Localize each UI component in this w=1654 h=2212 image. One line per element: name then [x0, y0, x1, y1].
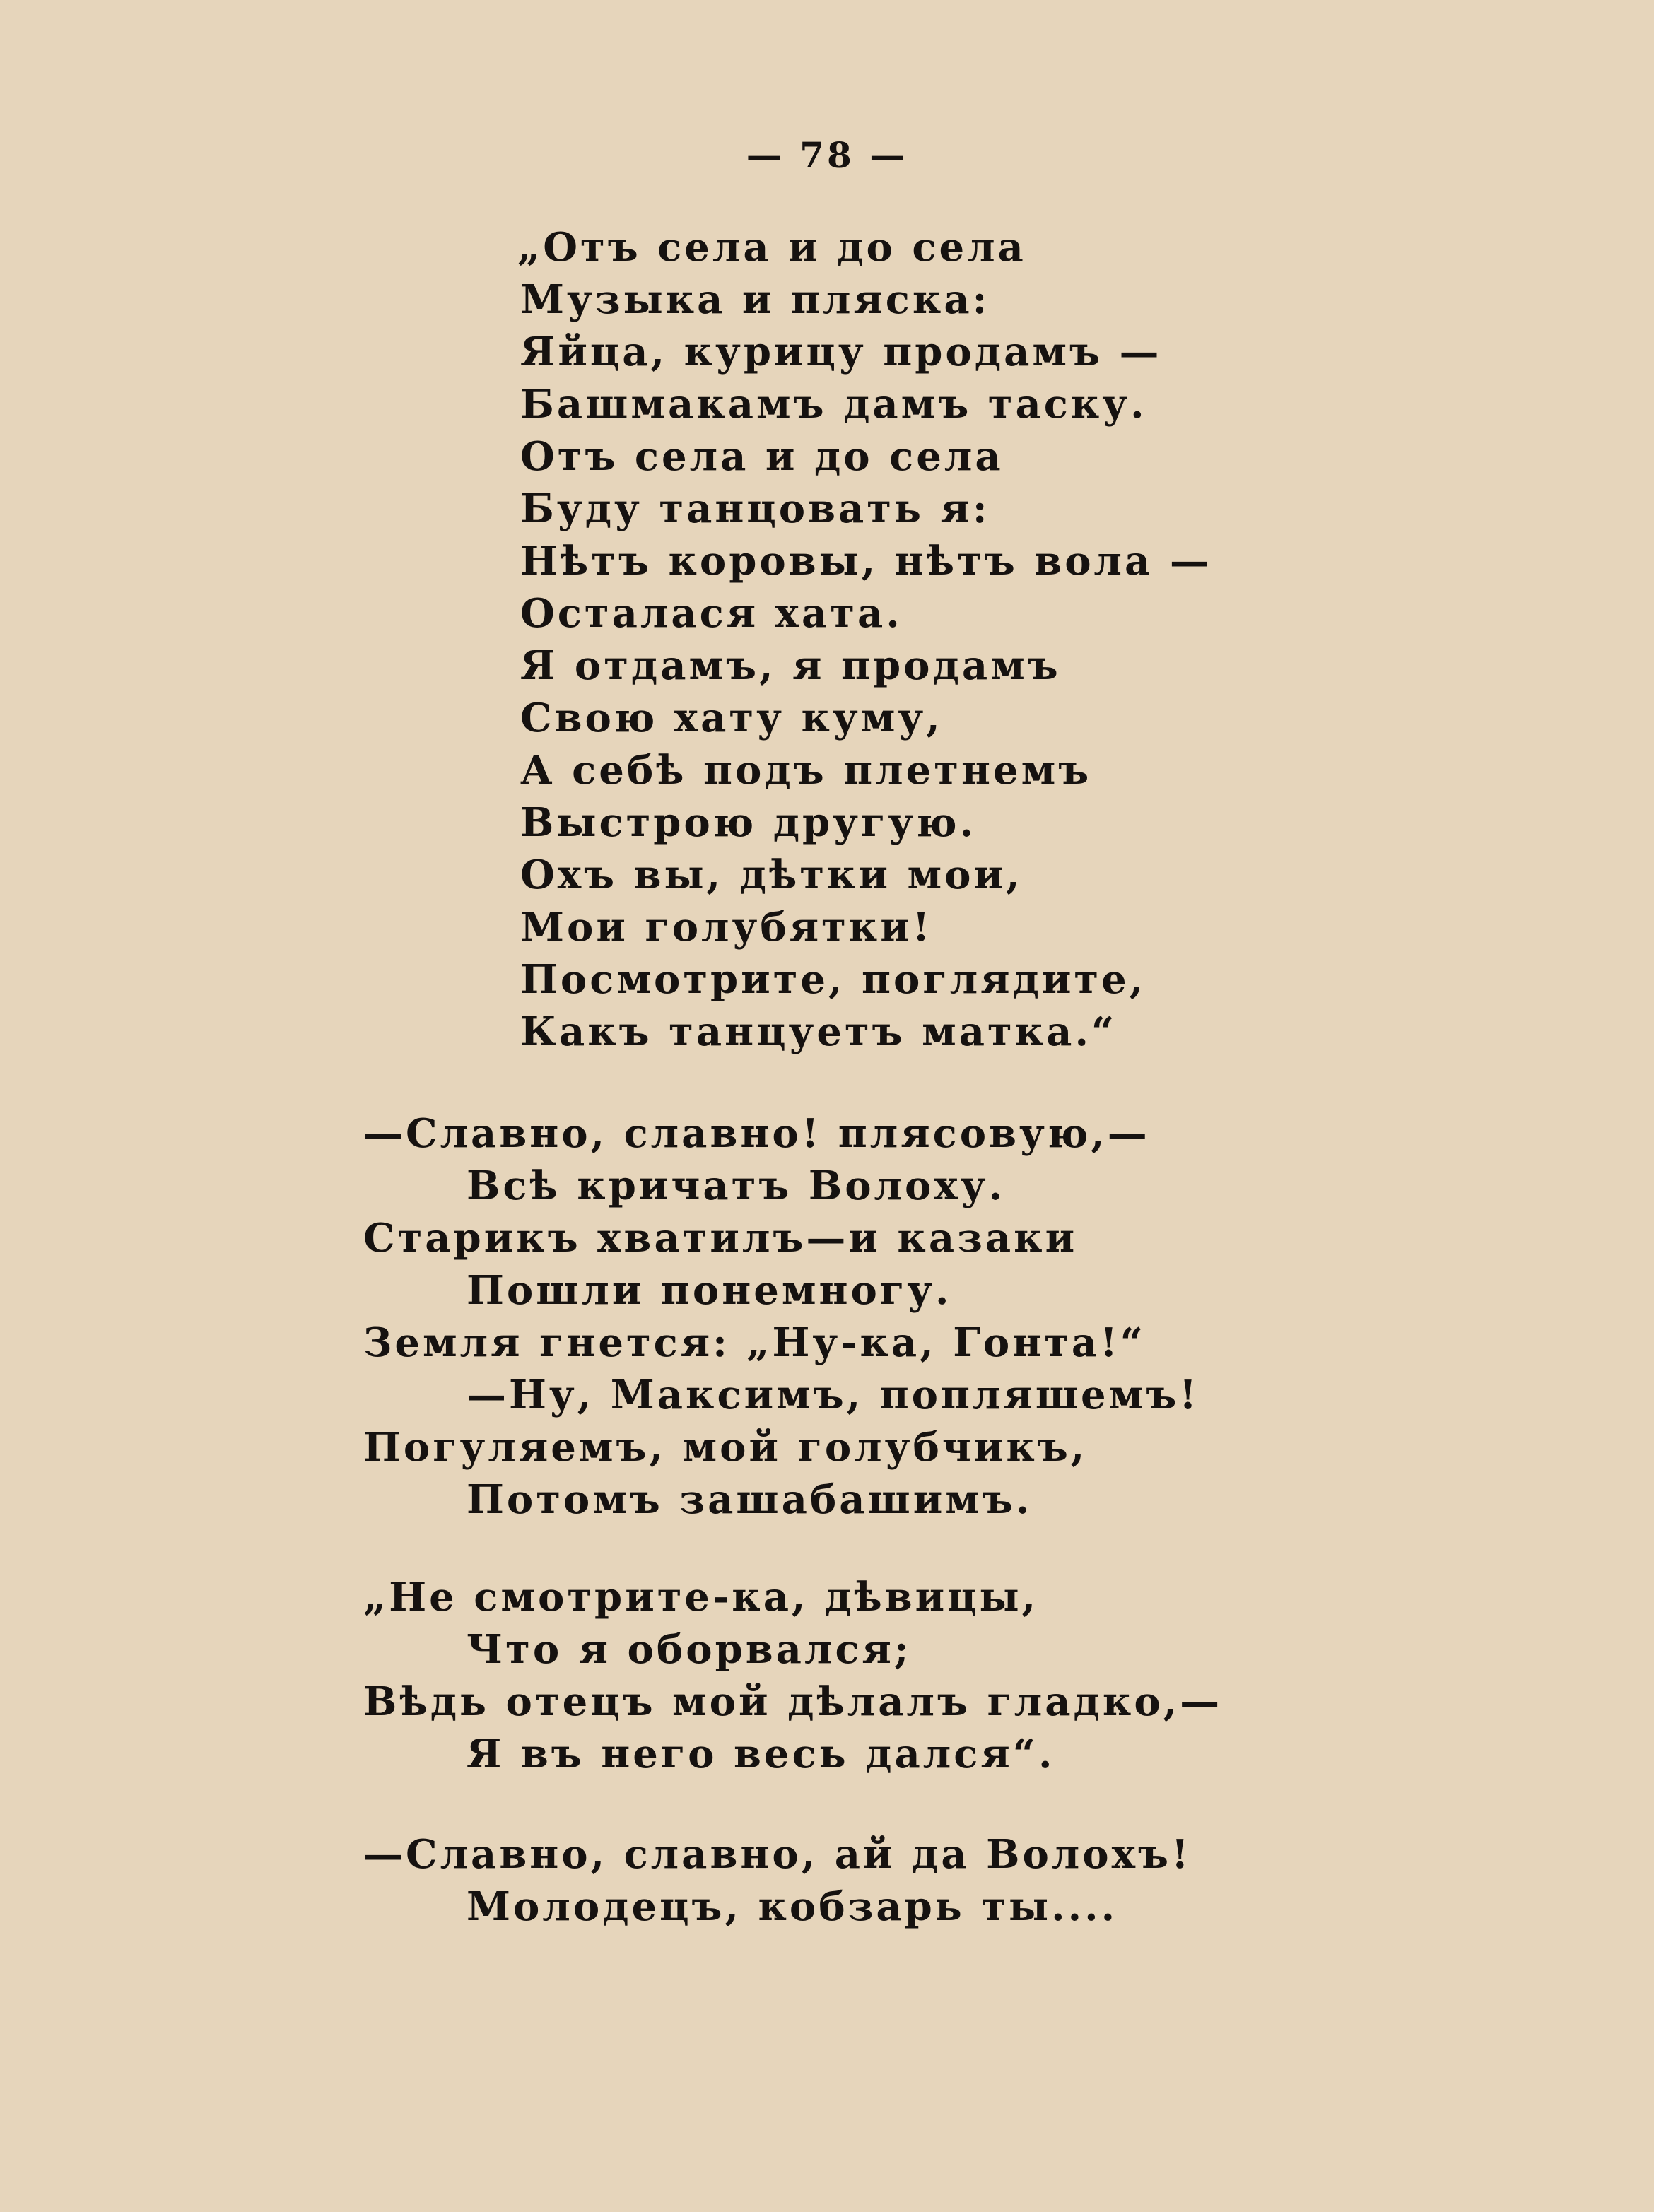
page-number: — 78 — [746, 134, 908, 176]
poem-line: Какъ танцуетъ матка.“ [520, 1008, 1118, 1055]
poem-line: Всѣ кричатъ Волоху. [467, 1163, 1006, 1209]
poem-line: —Славно, славно, ай да Волохъ! [363, 1831, 1192, 1878]
poem-line: Пошли понемногу. [467, 1267, 952, 1314]
poem-line: Молодецъ, кобзарь ты.... [467, 1883, 1118, 1930]
poem-line: Яйца, курицу продамъ — [520, 329, 1162, 375]
poem-line: Земля гнется: „Ну-ка, Гонта!“ [363, 1319, 1146, 1366]
poem-line: Выстрою другую. [520, 799, 977, 846]
poem-line: Вѣдь отецъ мой дѣлалъ гладко,— [363, 1678, 1223, 1725]
poem-line: Осталася хата. [520, 590, 903, 637]
poem-line: Потомъ зашабашимъ. [467, 1476, 1033, 1523]
poem-line: Посмотрите, поглядите, [520, 956, 1146, 1003]
poem-line: Старикъ хватилъ—и казаки [363, 1215, 1078, 1261]
poem-line: —Ну, Максимъ, попляшемъ! [467, 1372, 1200, 1418]
poem-line: А себѣ подъ плетнемъ [520, 747, 1092, 794]
poem-line: „Не смотрите-ка, дѣвицы, [363, 1574, 1039, 1620]
poem-line: Отъ села и до села [520, 433, 1004, 480]
poem-line: Я въ него весь дался“. [467, 1731, 1055, 1777]
poem-line: Нѣтъ коровы, нѣтъ вола — [520, 538, 1212, 584]
poem-line: Мои голубятки! [520, 904, 933, 951]
poem-line: Что я оборвался; [467, 1626, 912, 1673]
poem-line: Свою хату куму, [520, 695, 943, 741]
poem-line: Охъ вы, дѣтки мои, [520, 852, 1023, 898]
poem-line: „Отъ села и до села [517, 224, 1026, 271]
poem-line: Я отдамъ, я продамъ [520, 642, 1061, 689]
poem-line: Музыка и пляска: [520, 276, 990, 323]
poem-line: —Славно, славно! плясовую,— [363, 1110, 1150, 1157]
poem-line: Погуляемъ, мой голубчикъ, [363, 1424, 1088, 1471]
poem-line: Башмакамъ дамъ таску. [520, 381, 1147, 428]
poem-line: Буду танцовать я: [520, 486, 990, 532]
